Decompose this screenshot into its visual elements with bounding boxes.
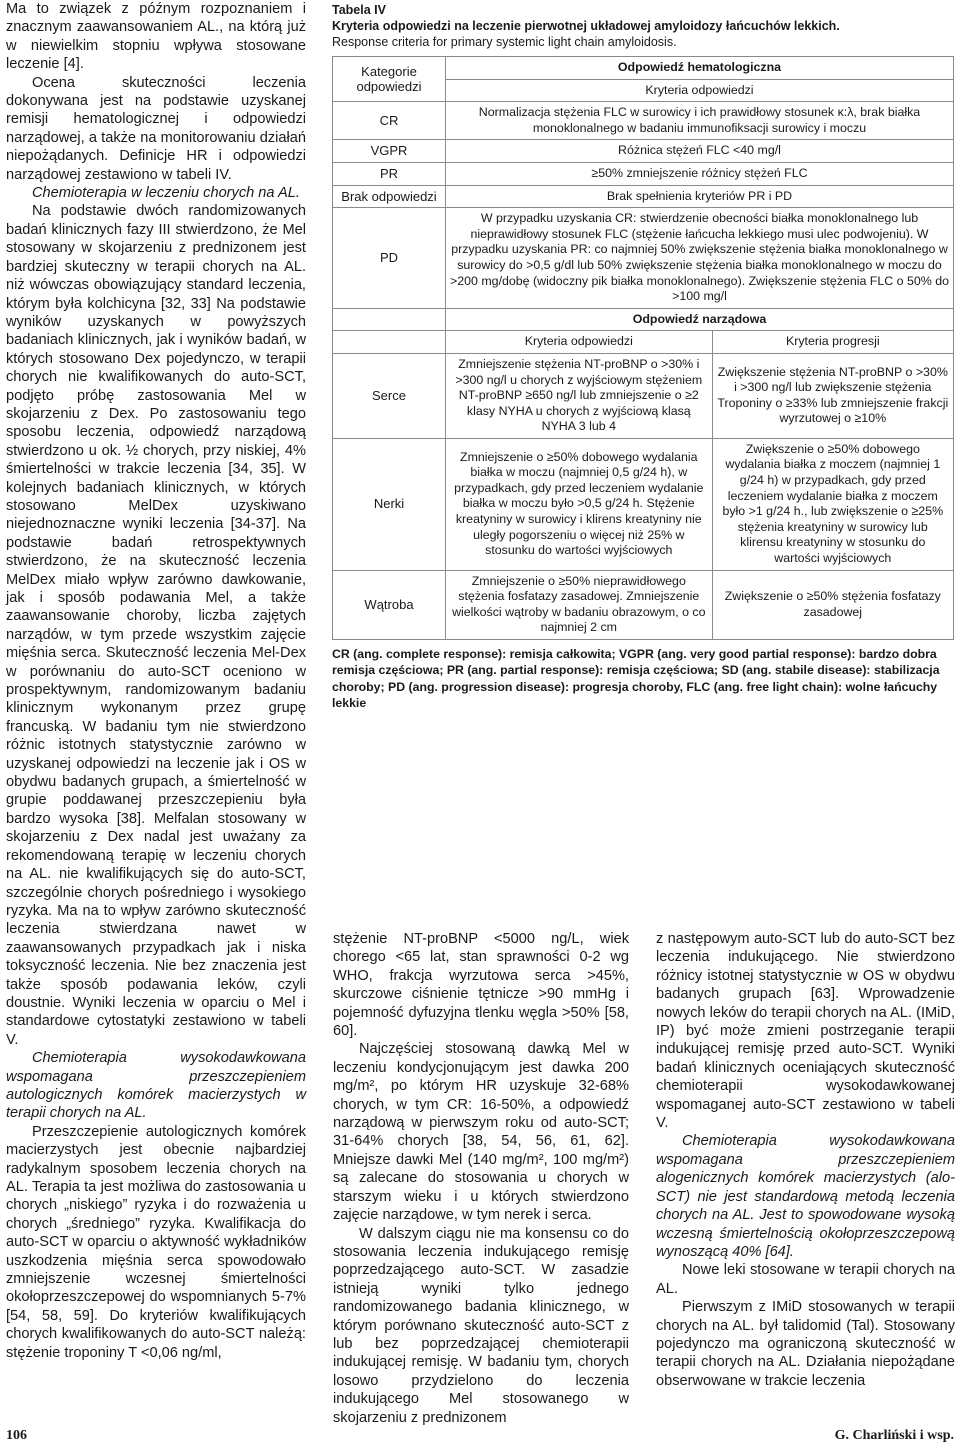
organ-criteria-header: Kryteria odpowiedzi: [446, 331, 713, 354]
organ-response-cell: Zmniejszenie stężenia NT-proBNP o >30% i >300 ng/l u chorych z wyjściowym stężeniem NT-proBNP ≥650 ng/l lub zmniejszenie o ≥2 klasy NYHA u chorych z wyjściową klasą NYHA 3 lub 4: [446, 353, 713, 438]
paragraph: W dalszym ciągu nie ma konsensu co do stosowania leczenia indukującego remisję poprzedzającego auto-SCT. W zasadzie istnieją wyniki tylko jednego randomizowanego badania klinicznego, w którym porównano skuteczność auto-SCT z lub bez poprzedzającej chemioterapii indukującej remisję. W badaniu tym, chorych losowo przydzielono do leczenia indukującego Mel stosowanego w skojarzeniu z prednizonem: [333, 1225, 629, 1426]
section-heading: Chemioterapia wysokodawkowana wspomagana przeszczepieniem autologicznych komórek macierzystych w terapii chorych na AL.: [6, 1050, 306, 1122]
organ-progress-cell: Zwiększenie o ≥50% stężenia fosfatazy zasadowej: [712, 570, 953, 639]
paragraph: Ma to związek z późnym rozpoznaniem i znacznym zaawansowaniem AL., na którą już w niewielkim stopniu wpływa stosowane leczenie [4].: [6, 1, 306, 73]
organ-category-cell: Nerki: [333, 438, 446, 570]
section-heading: Chemioterapia w leczeniu chorych na AL.: [32, 185, 300, 202]
organ-category-cell: Serce: [333, 353, 446, 438]
left-text-column: [6, 0, 306, 1362]
criteria-header: Kryteria odpowiedzi: [446, 79, 954, 102]
organ-progress-cell: Zwiększenie stężenia NT-proBNP o >30% i >300 ng/l lub zwiększenie stężenia Troponiny o ≥33% lub zmniejszenie frakcji wyrzutowej o ≥10%: [712, 353, 953, 438]
category-header: Kategorie odpowiedzi: [333, 57, 446, 102]
paragraph: Nowe leki stosowane w terapii chorych na AL.: [656, 1262, 955, 1297]
paragraph: z następowym auto-SCT lub do auto-SCT bez leczenia indukującego. Nie stwierdzono różnicy istotnej statystycznie w OS w obydwu badanych grupach [63]. Wprowadzenie nowych leków do terapii chorych na AL. (IMiD, IP) być może zmieni postrzeganie terapii indukującej remisję przed auto-SCT. Wyniki badań klinicznych oceniających skuteczność chemioterapii wysokodawkowanej wspomaganej auto-SCT zestawiono w tabeli V.: [656, 931, 955, 1132]
organ-response-cell: Zmniejszenie o ≥50% nieprawidłowego stężenia fosfatazy zasadowej. Zmniejszenie wielkości wątroby w badaniu obrazowym, o co najmniej 2 cm: [446, 570, 713, 639]
page-number: 106: [6, 1428, 27, 1443]
right-text-column: [656, 930, 955, 1390]
criteria-cell: ≥50% zmniejszenie różnicy stężeń FLC: [446, 162, 954, 185]
paragraph: Pierwszym z IMiD stosowanych w terapii chorych na AL. był talidomid (Tal). Stosowany pojedynczo ma ograniczoną skuteczność w terapii chorych na AL. Działania niepożądane obserwowane w trakcie leczenia: [656, 1299, 955, 1389]
organ-category-cell: Wątroba: [333, 570, 446, 639]
paragraph: Na podstawie dwóch randomizowanych badań klinicznych fazy III stwierdzono, że Mel stosowany w skojarzeniu z prednizonem jest bardziej skuteczny w terapii chorych na AL. niż wówczas obowiązujący standard leczenia, którym była kolchicyna [32, 33] Na podstawie wyników uzyskanych w powyższych badaniach klinicznych, jak i wyników badań, w których stosowano Dex pojedynczo, w terapii chorych nie kwalifikowanych do auto-SCT, podjęto próbę zastosowania Mel w skojarzeniu z Dex. Po zastosowaniu tego sposobu leczenia, odpowiedź narządową stwierdzono u ok. ½ chorych, przy niskiej, 4% śmiertelności w trakcie leczenia [34, 35]. W kolejnych badaniach klinicznych, w których stosowano MelDex uzyskiwano niejednoznaczne wyniki leczenia [34-37]. Na podstawie badań retrospektywnych stwierdzono, że na skuteczność leczenia MelDex miało wpływ zarówno dawkowanie, jak i sposób podawania Mel, a także zaawansowanie choroby, liczba zajętych narządów, w tym przede wszystkim zajęcie mięśnia serca. Skuteczność leczenia Mel-Dex w porównaniu do auto-SCT oceniono w prospektywnym, randomizowanym badaniu klinicznym wykonanym przez grupę francuską. W badaniu tym nie stwierdzono różnic istotnych statystycznie zarówno w uzyskanej odpowiedzi na leczenie jak i OS w obydwu badanych grupach, a śmiertelność w grupie poddawanej przeszczepieniu była bardzo wysoka [38]. Melfalan stosowany w skojarzeniu z Dex nadal jest uważany za rekomendowaną terapię w leczeniu chorych na AL. nie kwalifikujących się do auto-SCT, szczególnie chorych pośredniego i wysokiego ryzyka. Ma na to wpływ zarówno skuteczność leczenia stwierdzana nawet w zaawansowanych przypadkach jak i niska toksyczność leczenia. Nie bez znaczenia jest także sposób podawania leków, czyli doustnie. Wyniki leczenia w oparciu o Mel i standardowe cytostatyki zestawiono w tabeli V.: [6, 203, 306, 1048]
criteria-cell: Różnica stężeń FLC <40 mg/l: [446, 140, 954, 163]
table-title-pl: Kryteria odpowiedzi na leczenie pierwotnej układowej amyloidozy łańcuchów lekkich.: [332, 19, 840, 33]
section-heading: Chemioterapia wysokodawkowana wspomagana przeszczepieniem alogenicznych komórek macierzystych (alo-SCT) nie jest standardową metodą leczenia chorych na AL. Jest to spowodowane wysoką wczesną śmiertelnością okołoprzeszczepową wynoszącą 40% [64].: [656, 1133, 955, 1260]
paragraph: Najczęściej stosowaną dawką Mel w leczeniu kondycjonującym jest dawka 200 mg/m², po którym HR uzyskuje 32-68% chorych, w tym CR: 16-50%, a odpowiedź narządową w pierwszym roku od auto-SCT; 31-64% chorych [38, 54, 56, 61, 62]. Mniejsze dawki Mel (140 mg/m², 100 mg/m²) są zalecane do stosowania u chorych w starszym wieku i u których stwierdzono zajęcie narządowe, w tym nerek i serca.: [333, 1041, 629, 1224]
criteria-cell: Normalizacja stężenia FLC w surowicy i ich prawidłowy stosunek κ:λ, brak białka monoklonalnego w badaniu immunofiksacji surowicy i moczu: [446, 102, 954, 140]
table-footnote: CR (ang. complete response): remisja całkowita; VGPR (ang. very good partial response): bardzo dobra remisja częściowa; PR (ang. partial response): remisja częściowa; SD (ang. stabile disease): stabilizacja choroby; PD (ang. progression disease): progresja choroby, FLC (ang. free light chain): wolne łańcuchy lekkie: [332, 647, 940, 711]
category-cell: VGPR: [333, 140, 446, 163]
table-title-en: Response criteria for primary systemic light chain amyloidosis.: [332, 35, 677, 49]
category-cell: PD: [333, 208, 446, 309]
organ-progress-cell: Zwiększenie o ≥50% dobowego wydalania białka z moczem (najmniej 1 g/24 h) w przypadkach, gdy przed leczeniem wydalanie białka z moczem było >1 g/24 h., lub zwiększenie o ≥25% stężenia kreatyniny w surowicy lub klirensu kreatyniny w stosunku do wartości wyjściowych: [712, 438, 953, 570]
table-iv: [332, 2, 956, 712]
category-cell: CR: [333, 102, 446, 140]
criteria-cell: W przypadku uzyskania CR: stwierdzenie obecności białka monoklonalnego lub nieprawidłowy stosunek FLC (stężenie łańcucha lekkiego musi ulec podwojeniu). W przypadku uzyskania PR: co najmniej 50% zwiększenie stężenia białka monoklonalnego w surowicy do >0,5 g/dl lub 50% zwiększenie stężenia białka monoklonalnego w moczu do >200 mg/dobę (widoczny pik białka monoklonalnego). Zwiększenie stężenia FLC o 50% do >100 mg/l: [446, 208, 954, 309]
running-author: G. Charliński i wsp.: [834, 1428, 954, 1443]
category-cell: PR: [333, 162, 446, 185]
organ-progress-header: Kryteria progresji: [712, 331, 953, 354]
table-label: Tabela IV: [332, 3, 386, 17]
category-cell: Brak odpowiedzi: [333, 185, 446, 208]
response-criteria-table: [332, 56, 954, 640]
organ-response-cell: Zmniejszenie o ≥50% dobowego wydalania białka w moczu (najmniej 0,5 g/24 h), w przypadkach, gdy przed leczeniem wydalanie białka w moczu było >0,5 g/24 h. Stężenie kreatyniny w surowicy i klirens kreatyniny nie uległy pogorszeniu o więcej niż 25% w stosunku do wartości wyjściowych: [446, 438, 713, 570]
paragraph: Przeszczepienie autologicznych komórek macierzystych jest obecnie najbardziej radykalnym sposobem leczenia chorych na AL. Terapia ta jest możliwa do zastosowania u chorych „niskiego” ryzyka i do rozważenia u chorych „średniego” ryzyka. Kwalifikacja do auto-SCT w oparciu o aktywność wykładników uszkodzenia mięśnia serca spowodowało zmniejszenie wczesnej śmiertelności okołoprzeszczepowej do wspomnianych 5-7% [54, 58, 59]. Do kryteriów kwalifikujących chorych kwalifikowanych do auto-SCT należą: stężenie troponiny T <0,06 ng/ml,: [6, 1123, 306, 1361]
paragraph: stężenie NT-proBNP <5000 ng/L, wiek chorego <65 lat, stan sprawności 0-2 wg WHO, frakcja wyrzutowa serca >45%, skurczowe ciśnienie tętnicze >90 mmHg i pojemność dyfuzyjna tlenku węgla >50% [58, 60].: [333, 931, 629, 1040]
heme-response-header: Odpowiedź hematologiczna: [446, 57, 954, 80]
organ-response-header: Odpowiedź narządowa: [446, 308, 954, 331]
middle-text-column: [333, 930, 629, 1427]
paragraph: Ocena skuteczności leczenia dokonywana jest na podstawie uzyskanej remisji hematologicznej i odpowiedzi narządowej, a także na monitorowaniu działań niepożądanych. Definicje HR i odpowiedzi narządowej zestawiono w tabeli IV.: [6, 74, 306, 183]
criteria-cell: Brak spełnienia kryteriów PR i PD: [446, 185, 954, 208]
